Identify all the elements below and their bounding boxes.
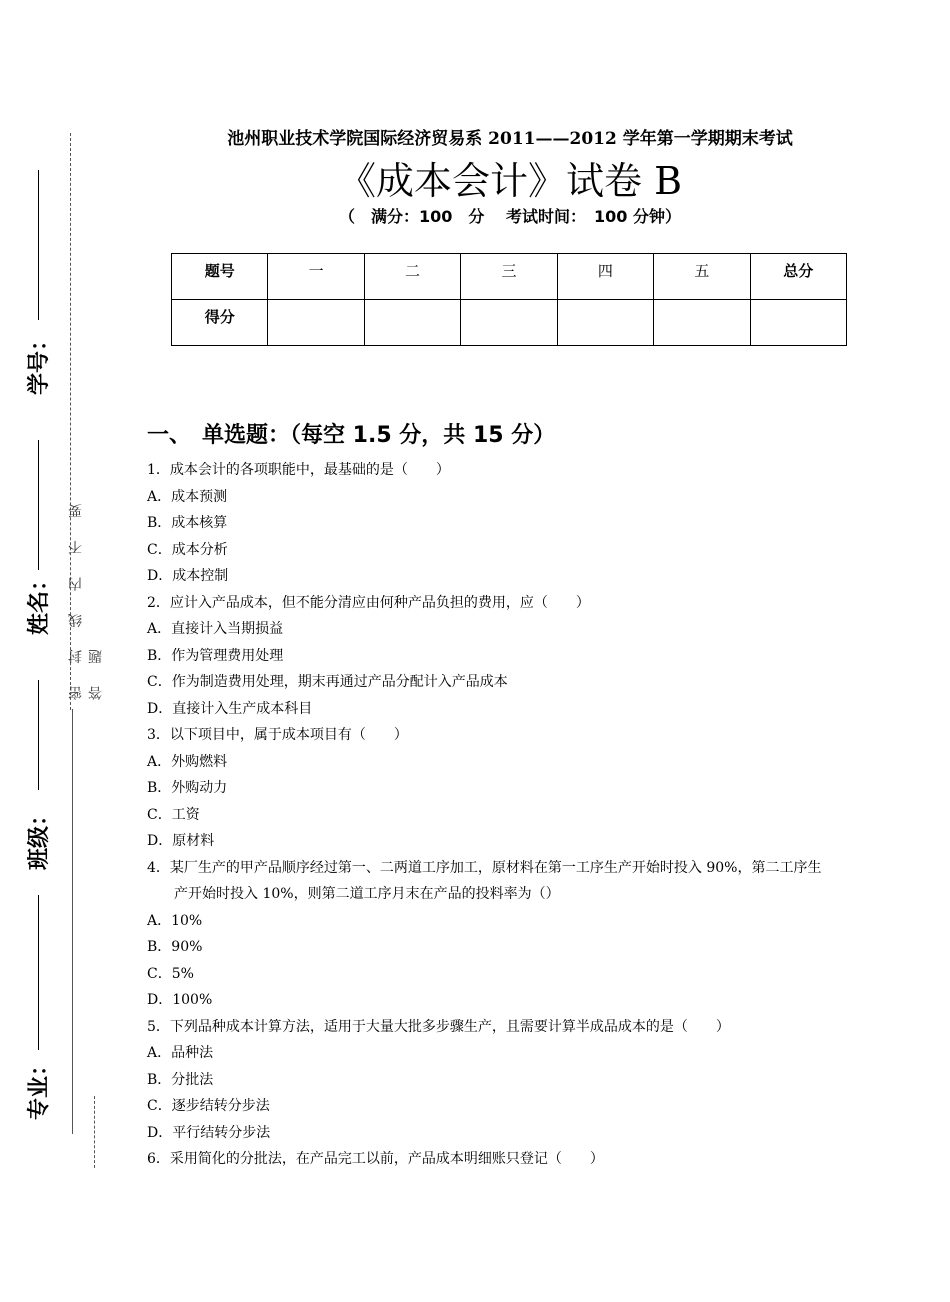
score-header-cell: 五 (654, 254, 750, 300)
option-line: C．成本分析 (147, 542, 228, 558)
option-line: B．外购动力 (147, 780, 228, 796)
option-line: A．外购燃料 (147, 754, 228, 770)
class-label: 班级： (27, 803, 52, 870)
option-line: C．工资 (147, 807, 200, 823)
option-line: B．作为管理费用处理 (147, 648, 284, 664)
score-header-row (172, 254, 847, 300)
question-line: 2．应计入产品成本，但不能分清应由何种产品负担的费用，应（ ） (147, 595, 590, 611)
school-line: 池州职业技术学院国际经济贸易系 2011——2012 学年第一学期期末考试 (227, 129, 793, 149)
name-blank[interactable] (38, 440, 39, 570)
binding-dashed-line-bottom (94, 1096, 95, 1168)
question-line: 3．以下项目中，属于成本项目有（ ） (147, 727, 408, 743)
exam-title: 《成本会计》试卷 B (337, 159, 682, 203)
question-line: 1．成本会计的各项职能中，最基础的是（ ） (147, 462, 450, 478)
major-blank[interactable] (38, 895, 39, 1050)
question-line: 6．采用简化的分批法，在产品完工以前，产品成本明细账只登记（ ） (147, 1151, 604, 1167)
score-header-cell: 总分 (750, 254, 846, 300)
score-cell[interactable] (364, 300, 460, 346)
option-line: D．成本控制 (147, 568, 229, 584)
score-cell[interactable] (654, 300, 750, 346)
score-cell[interactable] (268, 300, 364, 346)
option-line: D．原材料 (147, 833, 215, 849)
option-line: B．分批法 (147, 1072, 214, 1088)
class-blank[interactable] (38, 680, 39, 790)
score-row-label: 得分 (172, 300, 268, 346)
option-line: C．5% (147, 966, 194, 982)
score-cell[interactable] (750, 300, 846, 346)
option-line: A．成本预测 (147, 489, 228, 505)
binding-solid-line (72, 709, 73, 1134)
option-line: B．90% (147, 939, 203, 955)
question-line: 5．下列品种成本计算方法，适用于大量大批多步骤生产，且需要计算半成品成本的是（ ） (147, 1019, 730, 1035)
student-id-label: 学号： (27, 328, 52, 395)
option-line: A．品种法 (147, 1045, 214, 1061)
option-line: D．直接计入生产成本科目 (147, 701, 313, 717)
option-line: C．逐步结转分步法 (147, 1098, 270, 1114)
major-label: 专业： (27, 1053, 52, 1120)
exam-meta: （ 满分：100 分 考试时间： 100 分钟） (339, 207, 681, 226)
name-label: 姓名： (27, 568, 52, 635)
option-line: A．10% (147, 913, 203, 929)
option-line: A．直接计入当期损益 (147, 621, 284, 637)
score-cell[interactable] (557, 300, 653, 346)
score-value-row (172, 300, 847, 346)
section-title: 一、 单选题：（每空 1.5 分，共 15 分） (147, 423, 556, 448)
score-header-cell: 四 (557, 254, 653, 300)
score-header-cell: 题号 (172, 254, 268, 300)
score-header-cell: 一 (268, 254, 364, 300)
option-line: D．平行结转分步法 (147, 1125, 271, 1141)
score-cell[interactable] (461, 300, 557, 346)
question-line: 4．某厂生产的甲产品顺序经过第一、二两道工序加工，原材料在第一工序生产开始时投入 90%，第二工序生 (147, 860, 822, 876)
question-line-cont: 产开始时投入 10%，则第二道工序月末在产品的投料率为（） (160, 886, 560, 902)
option-line: C．作为制造费用处理，期末再通过产品分配计入产品成本 (147, 674, 508, 690)
option-line: D．100% (147, 992, 213, 1008)
score-header-cell: 三 (461, 254, 557, 300)
score-header-cell: 二 (364, 254, 460, 300)
seal-notice: 密 封 线 内 不 要 答 题 (68, 494, 104, 700)
option-line: B．成本核算 (147, 515, 228, 531)
score-table (171, 253, 847, 346)
